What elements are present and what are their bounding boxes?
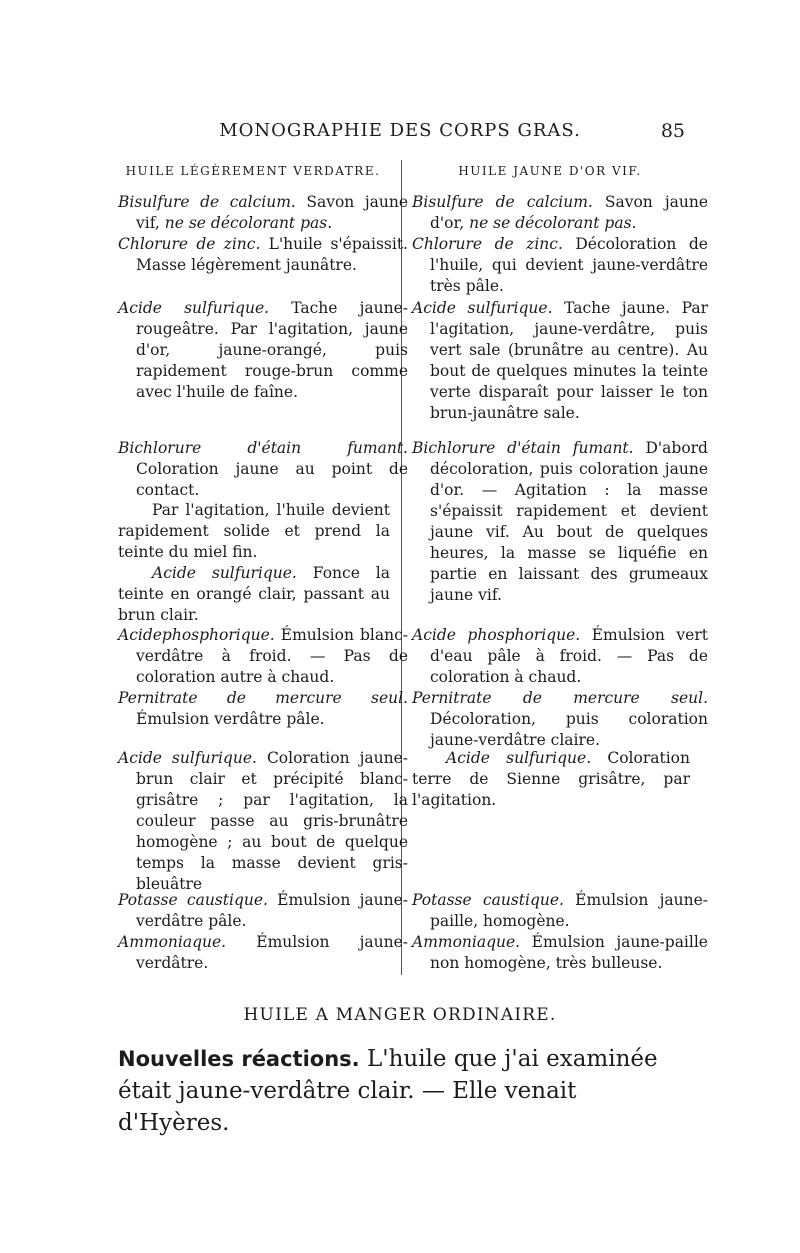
entry-text-italic: ne se décolorant pas.: [164, 214, 333, 232]
entry-text: Tache jaune. Par l'agitation, jaune-verdâtre, puis vert sale (brunâtre au centre). Au bout de quelques minutes la teinte verte disparaît pour laisser le ton brun-jaunâtre sale.: [430, 299, 708, 422]
entry-text: Tache jaune-rougeâtre. Par l'agitation, jaune d'or, jaune-orangé, puis rapidement rouge-brun comme avec l'huile de faîne.: [136, 299, 408, 401]
entry-term: Potasse caustique.: [412, 891, 564, 909]
right-entry-acide-sulfurique-2: [412, 748, 690, 811]
entry-text: Émulsion jaune-verdâtre pâle.: [136, 891, 408, 930]
entry-text: Par l'agitation, l'huile devient rapidement solide et prend la teinte du miel fin.: [118, 501, 390, 561]
entry-text: Fonce la teinte en orangé clair, passant au brun clair.: [118, 564, 391, 624]
entry-text: Émulsion jaune-paille non homogène, très bulleuse.: [430, 933, 708, 972]
entry-term: Bisulfure de calcium.: [412, 193, 593, 211]
left-entry-acide-phosphorique: [118, 625, 408, 688]
right-entry-bisulfure: [412, 192, 708, 234]
entry-term: Chlorure de zinc.: [118, 235, 261, 253]
entry-term: Bichlorure d'étain fumant.: [412, 439, 634, 457]
entry-term: Acide sulfurique.: [412, 299, 553, 317]
left-entry-ammoniaque: [118, 932, 408, 974]
entry-term: Acide sulfurique.: [118, 749, 257, 767]
entry-term: Ammoniaque.: [118, 933, 227, 951]
entry-text-italic: ne se décolorant pas.: [469, 214, 637, 232]
right-entry-bichlorure: [412, 438, 708, 606]
running-title: MONOGRAPHIE DES CORPS GRAS.: [219, 120, 581, 141]
entry-term: Bichlorure d'étain fumant.: [118, 439, 408, 457]
section-lead-bold: Nouvelles réactions.: [118, 1047, 360, 1071]
left-entry-acide-sulfurique-3: [118, 748, 408, 895]
right-entry-potasse: [412, 890, 708, 932]
entry-term: Acide sulfurique.: [118, 299, 270, 317]
left-column-heading: HUILE LÉGÈREMENT VERDATRE.: [125, 164, 381, 178]
left-entry-acide-sulfurique: [118, 298, 408, 403]
left-entry-bisulfure: [118, 192, 408, 234]
entry-term: Ammoniaque.: [412, 933, 521, 951]
entry-term: Pernitrate de mercure seul.: [412, 689, 708, 707]
entry-text: Émulsion jaune-paille, homogène.: [430, 891, 708, 930]
entry-term: Acide sulfurique.: [152, 564, 297, 582]
left-entry-potasse: [118, 890, 408, 932]
left-entry-pernitrate: [118, 688, 408, 730]
entry-term: Bisulfure de calcium.: [118, 193, 296, 211]
entry-text: Savon jaune d'or,: [430, 193, 708, 232]
right-entry-acide-phosphorique: [412, 625, 708, 688]
right-entry-chlorure: [412, 234, 708, 297]
left-entry-chlorure: [118, 234, 408, 276]
entry-text: D'abord décoloration, puis coloration jaune d'or. — Agitation : la masse s'épaissit rapidement et devient jaune vif. Au bout de quelques heures, la masse se liquéfie en partie en laissant des grumeaux jaune vif.: [430, 439, 708, 604]
entry-text: Décoloration de l'huile, qui devient jaune-verdâtre très pâle.: [430, 235, 708, 295]
right-entry-pernitrate: [412, 688, 708, 751]
section-lead-paragraph: [118, 1043, 693, 1139]
entry-text: Émulsion jaune-verdâtre.: [136, 933, 408, 972]
left-entry-acide-sulfurique-2: [118, 563, 390, 626]
entry-text: Coloration terre de Sienne grisâtre, par l'agitation.: [412, 749, 690, 809]
entry-text: Émulsion vert d'eau pâle à froid. — Pas de coloration à chaud.: [430, 626, 708, 686]
right-column-heading: HUILE JAUNE D'OR VIF.: [458, 164, 642, 178]
entry-term: Chlorure de zinc.: [412, 235, 563, 253]
right-entry-ammoniaque: [412, 932, 708, 974]
section-title: HUILE A MANGER ORDINAIRE.: [243, 1005, 557, 1025]
entry-text: Savon jaune vif,: [136, 193, 408, 232]
right-entry-acide-sulfurique: [412, 298, 708, 424]
entry-text: Émulsion blanc-verdâtre à froid. — Pas de coloration autre à chaud.: [136, 626, 408, 686]
entry-term: Acidephosphorique.: [118, 626, 275, 644]
left-entry-agitation: [118, 500, 390, 563]
entry-term: Potasse caustique.: [118, 891, 268, 909]
page-number: 85: [660, 120, 685, 142]
entry-text: Coloration jaune au point de contact.: [136, 460, 408, 499]
entry-text: Coloration jaune-brun clair et précipité blanc-grisâtre ; par l'agitation, la couleur passe au gris-brunâtre homogène ; au bout de quelque temps la masse devient gris-bleuâtre: [136, 749, 408, 893]
section-lead-text: L'huile que j'ai examinée était jaune-verdâtre clair. — Elle venait d'Hyères.: [118, 1046, 658, 1136]
entry-term: Acide sulfurique.: [446, 749, 592, 767]
entry-term: Pernitrate de mercure seul.: [118, 689, 408, 707]
entry-text: Décoloration, puis coloration jaune-verdâtre claire.: [430, 710, 708, 749]
entry-text: L'huile s'épaissit. Masse légèrement jaunâtre.: [136, 235, 408, 274]
left-entry-bichlorure: [118, 438, 408, 501]
entry-text: Émulsion verdâtre pâle.: [136, 710, 325, 728]
entry-term: Acide phosphorique.: [412, 626, 581, 644]
